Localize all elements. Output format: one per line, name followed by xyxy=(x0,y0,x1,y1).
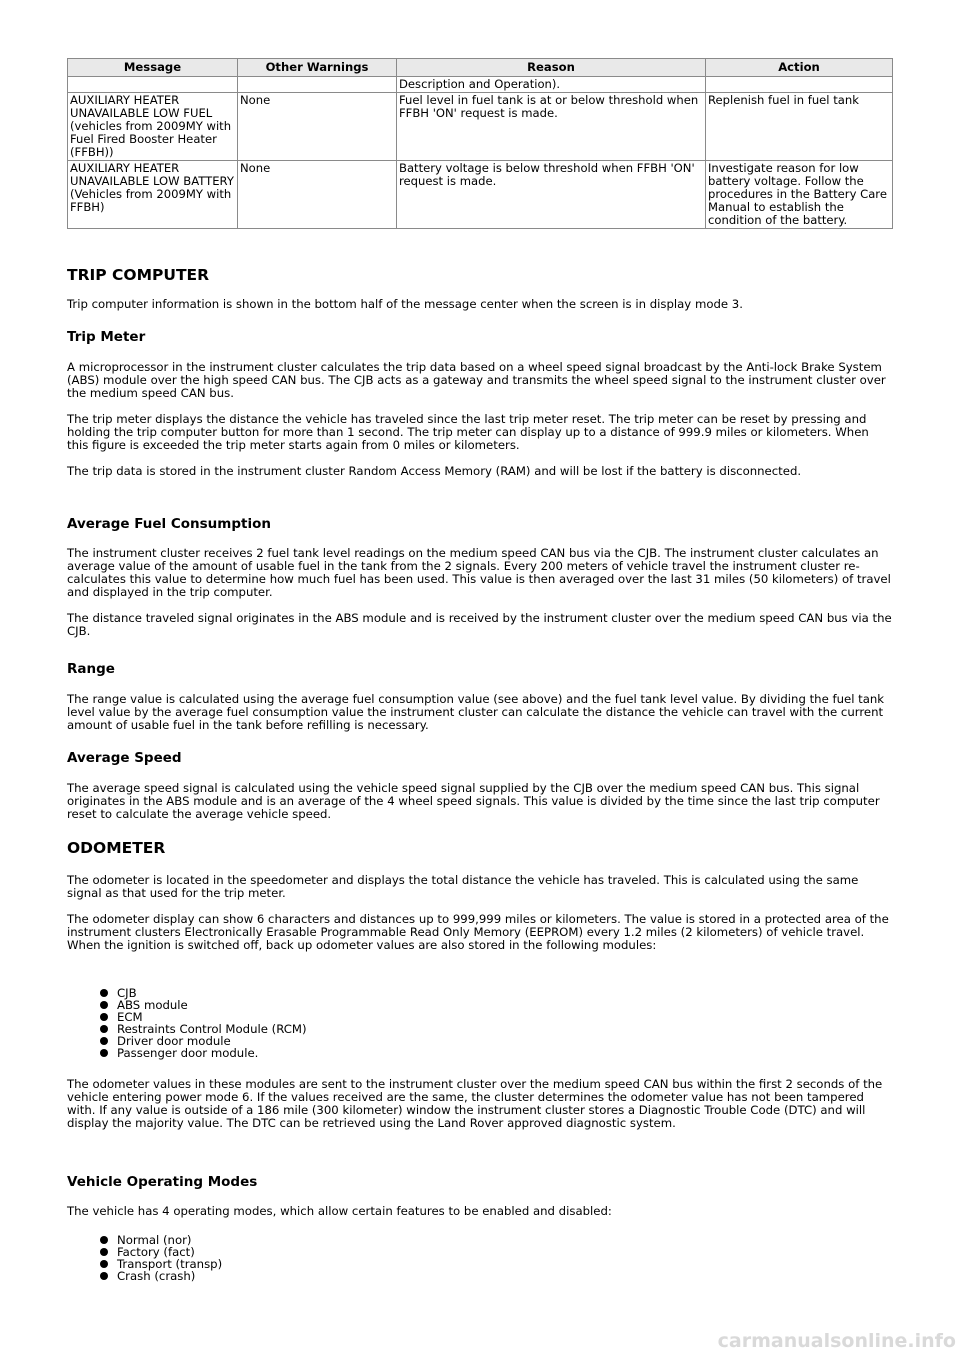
odometer-paragraph-2: The odometer display can show 6 characters and distances up to 999,999 miles or kilometers. The value is stored in a protected area of the instrument clusters Electronically Erasable Programmable Read Only Memory (EEPROM) every 1.2 miles (2 kilometers) of vehicle travel. When the ignition is switched off, back up odometer values are also stored in the following modules: xyxy=(67,912,889,952)
list-item: Driver door module xyxy=(67,1035,307,1047)
header-reason: Reason xyxy=(397,59,706,77)
bullet-icon xyxy=(100,1025,108,1033)
trip-meter-paragraph-3: The trip data is stored in the instrument cluster Random Access Memory (RAM) and will be lost if the battery is disconnected. xyxy=(67,464,802,478)
list-item: Normal (nor) xyxy=(67,1234,222,1246)
subheading-average-speed: Average Speed xyxy=(67,750,182,766)
bullet-icon xyxy=(100,1049,108,1057)
list-item: Transport (transp) xyxy=(67,1258,222,1270)
section-heading-trip-computer: TRIP COMPUTER xyxy=(67,266,210,284)
subheading-range: Range xyxy=(67,661,115,677)
odometer-paragraph-1: The odometer is located in the speedometer and displays the total distance the vehicle has traveled. This is calculated using the same signal as that used for the trip meter. xyxy=(67,873,859,900)
bullet-icon xyxy=(100,1013,108,1021)
table-cell-message: AUXILIARY HEATER UNAVAILABLE LOW FUEL (vehicles from 2009MY with Fuel Fired Booster Heater (FFBH)) xyxy=(68,93,238,161)
table-cell-reason: Fuel level in fuel tank is at or below threshold when FFBH 'ON' request is made. xyxy=(397,93,706,161)
table-cell-reason: Battery voltage is below threshold when FFBH 'ON' request is made. xyxy=(397,161,706,229)
avg-speed-paragraph-1: The average speed signal is calculated using the vehicle speed signal supplied by the CJB over the medium speed CAN bus. This signal originates in the ABS module and is an average of the 4 wheel speed signals. This value is divided by the time since the last trip computer reset to calculate the average vehicle speed. xyxy=(67,781,880,821)
table-header-row xyxy=(68,59,893,77)
list-item: ECM xyxy=(67,1011,307,1023)
backup-modules-list xyxy=(67,987,307,1059)
bullet-icon xyxy=(100,1272,108,1280)
list-item: Crash (crash) xyxy=(67,1270,222,1282)
table-cell-reason: Description and Operation). xyxy=(397,77,706,93)
odometer-paragraph-3: The odometer values in these modules are sent to the instrument cluster over the medium speed CAN bus within the first 2 seconds of the vehicle entering power mode 6. If the values received are the same, the cluster determines the odometer value has not been tampered with. If any value is outside of a 186 mile (300 kilometer) window the instrument cluster stores a Diagnostic Trouble Code (DTC) and will display the majority value. The DTC can be retrieved using the Land Rover approved diagnostic system. xyxy=(67,1077,883,1130)
section-heading-odometer: ODOMETER xyxy=(67,839,166,857)
table-row-continuation xyxy=(68,77,893,93)
operating-modes-list xyxy=(67,1234,222,1282)
subheading-trip-meter: Trip Meter xyxy=(67,329,146,345)
range-paragraph-1: The range value is calculated using the average fuel consumption value (see above) and the fuel tank level value. By dividing the fuel tank level value by the average fuel consumption value the instrument cluster can calculate the distance the vehicle can travel with the current amount of usable fuel in the tank before refilling is necessary. xyxy=(67,692,885,732)
bullet-icon xyxy=(100,1001,108,1009)
list-item: Factory (fact) xyxy=(67,1246,222,1258)
list-item: ABS module xyxy=(67,999,307,1011)
avg-fuel-paragraph-1: The instrument cluster receives 2 fuel tank level readings on the medium speed CAN bus via the CJB. The instrument cluster calculates an average value of the amount of usable fuel in the tank from the 2 signals. Every 200 meters of vehicle travel the instrument cluster re-calculates this value to determine how much fuel has been used. This value is then averaged over the last 31 miles (50 kilometers) of travel and displayed in the trip computer. xyxy=(67,546,891,599)
header-action: Action xyxy=(706,59,893,77)
vehicle-modes-paragraph-1: The vehicle has 4 operating modes, which allow certain features to be enabled and disabled: xyxy=(67,1204,612,1218)
avg-fuel-paragraph-2: The distance traveled signal originates in the ABS module and is received by the instrument cluster over the medium speed CAN bus via the CJB. xyxy=(67,611,892,638)
bullet-icon xyxy=(100,1037,108,1045)
manual-page xyxy=(67,58,892,1283)
trip-computer-intro: Trip computer information is shown in the bottom half of the message center when the screen is in display mode 3. xyxy=(67,297,743,311)
watermark-text: carmanualsonline.info xyxy=(717,1330,956,1352)
bullet-icon xyxy=(100,1248,108,1256)
header-other-warnings: Other Warnings xyxy=(238,59,397,77)
list-item: Passenger door module. xyxy=(67,1047,307,1059)
warning-messages-table xyxy=(67,58,893,229)
table-row xyxy=(68,93,893,161)
table-cell-action: Investigate reason for low battery voltage. Follow the procedures in the Battery Care Manual to establish the condition of the battery. xyxy=(706,161,893,229)
trip-meter-paragraph-1: A microprocessor in the instrument cluster calculates the trip data based on a wheel speed signal broadcast by the Anti-lock Brake System (ABS) module over the high speed CAN bus. The CJB acts as a gateway and transmits the wheel speed signal to the instrument cluster over the medium speed CAN bus. xyxy=(67,360,886,400)
bullet-icon xyxy=(100,1236,108,1244)
table-row xyxy=(68,161,893,229)
bullet-icon xyxy=(100,989,108,997)
table-cell-other: None xyxy=(238,161,397,229)
subheading-vehicle-operating-modes: Vehicle Operating Modes xyxy=(67,1174,258,1190)
table-cell-action: Replenish fuel in fuel tank xyxy=(706,93,893,161)
list-item: Restraints Control Module (RCM) xyxy=(67,1023,307,1035)
header-message: Message xyxy=(68,59,238,77)
table-cell-other: None xyxy=(238,93,397,161)
table-cell-message: AUXILIARY HEATER UNAVAILABLE LOW BATTERY (Vehicles from 2009MY with FFBH) xyxy=(68,161,238,229)
bullet-icon xyxy=(100,1260,108,1268)
list-item: CJB xyxy=(67,987,307,999)
trip-meter-paragraph-2: The trip meter displays the distance the vehicle has traveled since the last trip meter reset. The trip meter can be reset by pressing and holding the trip computer button for more than 1 second. The trip meter can display up to a distance of 999.9 miles or kilometers. When this figure is exceeded the trip meter starts again from 0 miles or kilometers. xyxy=(67,412,869,452)
subheading-average-fuel-consumption: Average Fuel Consumption xyxy=(67,516,271,532)
